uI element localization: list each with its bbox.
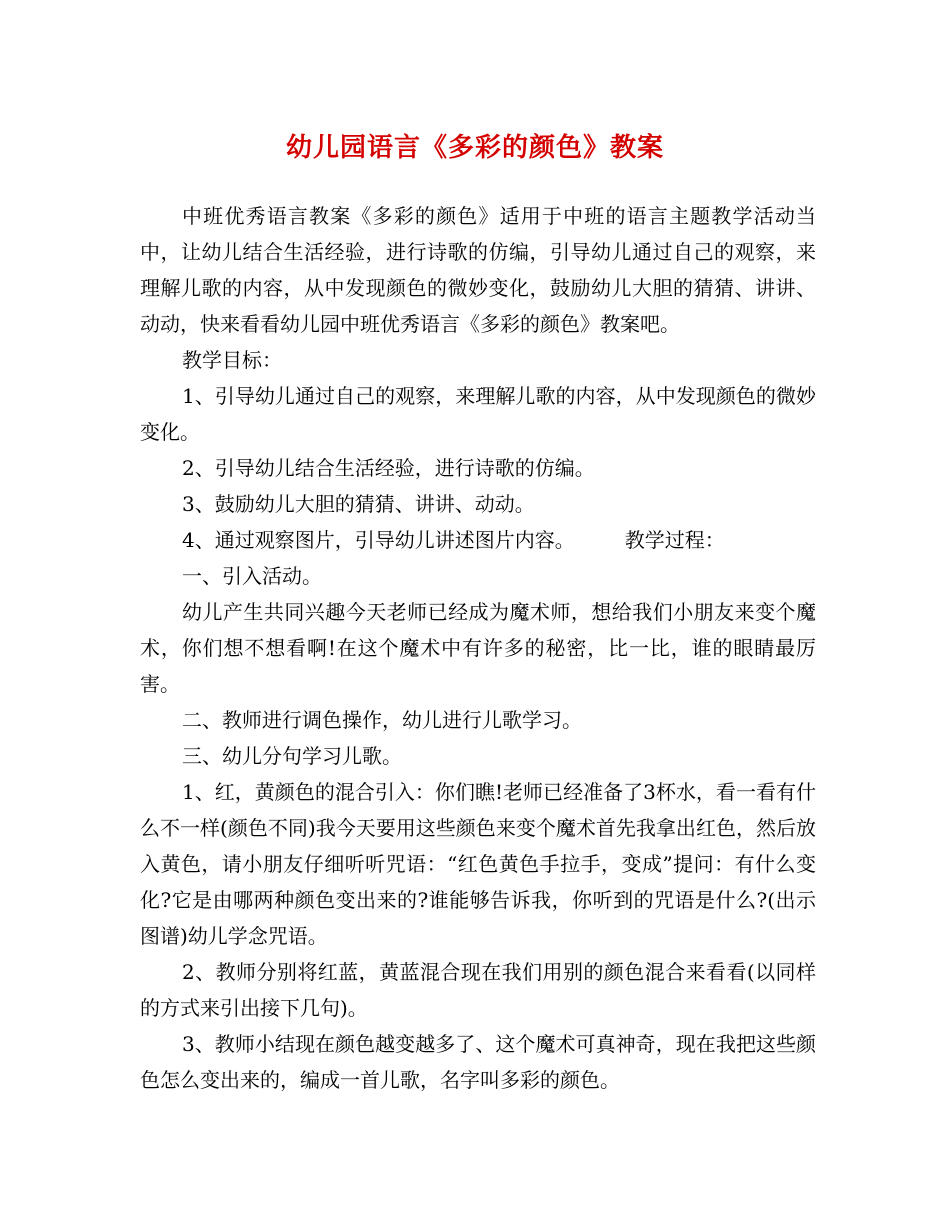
document-title: 幼儿园语言《多彩的颜色》教案 bbox=[285, 133, 664, 163]
paragraph-goal-3: 3、鼓励幼儿大胆的猜猜、讲讲、动动。 bbox=[182, 492, 535, 516]
document-body bbox=[140, 198, 816, 1098]
paragraph-step-3-item-3: 3、教师小结现在颜色越变越多了、这个魔术可真神奇，现在我把这些颜色怎么变出来的，编成一首儿歌，名字叫多彩的颜色。 bbox=[140, 1032, 816, 1092]
paragraph-goals-heading: 教学目标： bbox=[182, 348, 282, 372]
paragraph-step-3: 三、幼儿分句学习儿歌。 bbox=[182, 744, 402, 768]
paragraph-step-3-item-1: 1、红，黄颜色的混合引入：你们瞧!老师已经准备了3杯水，看一看有什么不一样(颜色不同)我今天要用这些颜色来变个魔术首先我拿出红色，然后放入黄色，请小朋友仔细听听咒语：“红色黄色手拉手，变成”提问：有什么变化?它是由哪两种颜色变出来的?谁能够告诉我，你听到的咒语是什么?(出示图谱)幼儿学念咒语。 bbox=[140, 780, 816, 948]
paragraph-goal-1: 1、引导幼儿通过自己的观察，来理解儿歌的内容，从中发现颜色的微妙变化。 bbox=[140, 384, 816, 444]
paragraph-step-1: 一、引入活动。 bbox=[182, 564, 322, 588]
paragraph-step-1-detail: 幼儿产生共同兴趣今天老师已经成为魔术师，想给我们小朋友来变个魔术，你们想不想看啊!在这个魔术中有许多的秘密，比一比，谁的眼睛最厉害。 bbox=[140, 600, 816, 696]
paragraph-step-3-item-2: 2、教师分别将红蓝，黄蓝混合现在我们用别的颜色混合来看看(以同样的方式来引出接下几句)。 bbox=[140, 960, 816, 1020]
paragraph-intro: 中班优秀语言教案《多彩的颜色》适用于中班的语言主题教学活动当中，让幼儿结合生活经验，进行诗歌的仿编，引导幼儿通过自己的观察，来理解儿歌的内容，从中发现颜色的微妙变化，鼓励幼儿大胆的猜猜、讲讲、动动，快来看看幼儿园中班优秀语言《多彩的颜色》教案吧。 bbox=[140, 204, 816, 336]
paragraph-step-2: 二、教师进行调色操作，幼儿进行儿歌学习。 bbox=[182, 708, 582, 732]
paragraph-goal-2: 2、引导幼儿结合生活经验，进行诗歌的仿编。 bbox=[182, 456, 595, 480]
paragraph-goal-4: 4、通过观察图片，引导幼儿讲述图片内容。 教学过程： bbox=[182, 528, 725, 552]
